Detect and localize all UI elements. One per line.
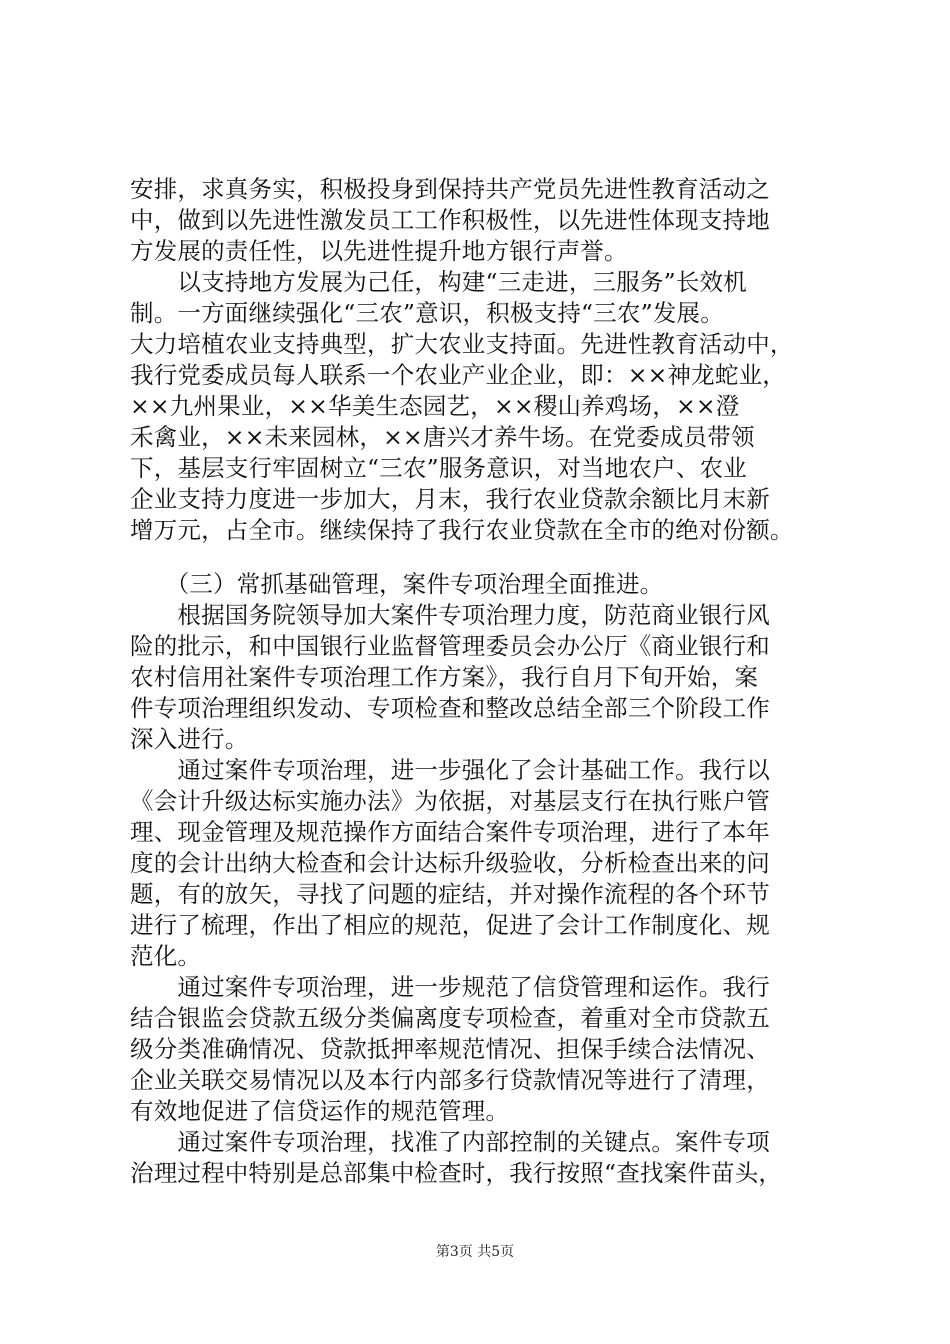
text-line: 通过案件专项治理，进一步规范了信贷管理和运作。我行	[130, 973, 770, 1001]
text-line: 题，有的放矢，寻找了问题的症结，并对操作流程的各个环节	[130, 880, 770, 908]
text-line: 中，做到以先进性激发员工工作积极性，以先进性体现支持地	[130, 206, 770, 234]
section-heading: （三）常抓基础管理，案件专项治理全面推进。	[130, 570, 664, 598]
text-line: 险的批示，和中国银行业监督管理委员会办公厅《商业银行和	[130, 632, 770, 660]
text-line: ××九州果业，××华美生态园艺，××稷山养鸡场，××澄	[130, 392, 740, 420]
text-line: 理、现金管理及规范操作方面结合案件专项治理，进行了本年	[130, 818, 770, 846]
text-line: 增万元，占全市。继续保持了我行农业贷款在全市的绝对份额。	[130, 516, 794, 544]
text-line: 通过案件专项治理，进一步强化了会计基础工作。我行以	[130, 756, 770, 784]
text-line: 企业支持力度进一步加大，月末，我行农业贷款余额比月末新	[130, 485, 770, 513]
text-line: 企业关联交易情况以及本行内部多行贷款情况等进行了清理，	[130, 1066, 770, 1094]
text-line: 安排，求真务实，积极投身到保持共产党员先进性教育活动之	[130, 175, 770, 203]
text-line: 根据国务院领导加大案件专项治理力度，防范商业银行风	[130, 601, 770, 629]
text-line: 下，基层支行牢固树立“三农”服务意识，对当地农户、农业	[130, 454, 747, 482]
text-line: 大力培植农业支持典型，扩大农业支持面。先进性教育活动中，	[130, 330, 794, 358]
text-line: 件专项治理组织发动、专项检查和整改总结全部三个阶段工作	[130, 694, 770, 722]
text-line: 通过案件专项治理，找准了内部控制的关键点。案件专项	[130, 1128, 770, 1156]
page-number-footer: 第3页 共5页	[435, 1244, 515, 1260]
text-line: 有效地促进了信贷运作的规范管理。	[130, 1097, 510, 1125]
text-line: 以支持地方发展为己任，构建“三走进，三服务”长效机	[130, 268, 747, 296]
text-line: 进行了梳理，作出了相应的规范，促进了会计工作制度化、规	[130, 911, 770, 939]
text-line: 深入进行。	[130, 725, 249, 753]
text-line: 度的会计出纳大检查和会计达标升级验收，分析检查出来的问	[130, 849, 770, 877]
text-line: 级分类准确情况、贷款抵押率规范情况、担保手续合法情况、	[130, 1035, 770, 1063]
text-line: 结合银监会贷款五级分类偏离度专项检查，着重对全市贷款五	[130, 1004, 770, 1032]
text-line: 治理过程中特别是总部集中检查时，我行按照“查找案件苗头，	[130, 1159, 783, 1187]
text-line: 《会计升级达标实施办法》为依据，对基层支行在执行账户管	[130, 787, 770, 815]
text-line: 我行党委成员每人联系一个农业产业企业，即：××神龙蛇业，	[130, 361, 786, 389]
text-line: 范化。	[130, 942, 202, 970]
text-line: 制。一方面继续强化“三农”意识，积极支持“三农”发展。	[130, 299, 724, 327]
text-line: 农村信用社案件专项治理工作方案》，我行自月下旬开始，案	[130, 663, 759, 691]
text-line: 方发展的责任性，以先进性提升地方银行声誉。	[130, 237, 628, 265]
text-line: 禾禽业，××未来园林，××唐兴才养牛场。在党委成员带领	[130, 423, 755, 451]
